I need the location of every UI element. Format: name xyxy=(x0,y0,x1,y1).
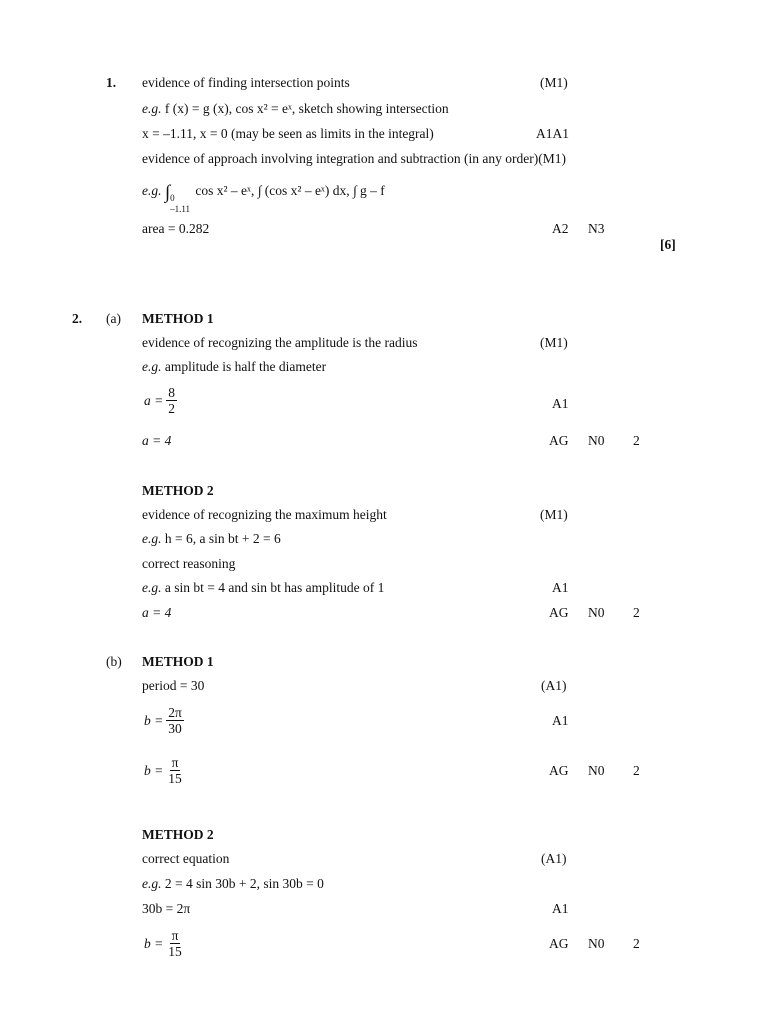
q2b-m2-fraction xyxy=(144,928,184,959)
q2a-m2-line-2-text: h = 6, a sin bt + 2 = 6 xyxy=(164,531,281,546)
q2b-m1-fraction-1 xyxy=(144,705,184,736)
fraction-lhs: a = xyxy=(144,392,164,408)
q1-line-5 xyxy=(142,183,385,215)
q2b-m1-fraction-2-mark-2: N0 xyxy=(588,763,605,778)
question-1-number: 1. xyxy=(106,75,117,90)
q2a-m2-result-mark-2: N0 xyxy=(588,605,605,620)
q2a-m1-line-1-mark: (M1) xyxy=(540,335,568,350)
eg-label: e.g. xyxy=(142,359,162,374)
q2a-method-1-heading: METHOD 1 xyxy=(142,311,214,326)
integral-limits xyxy=(170,193,190,215)
q2b-m2-line-2 xyxy=(142,876,324,892)
q2a-m1-result-mark-3: 2 xyxy=(633,433,640,448)
fraction-lhs: b = xyxy=(144,762,164,778)
q2b-m2-line-2-text: 2 = 4 sin 30b + 2, sin 30b = 0 xyxy=(164,876,324,891)
q2b-m1-line-1-mark: (A1) xyxy=(541,678,567,693)
q2b-m2-line-1-mark: (A1) xyxy=(541,851,567,866)
q2a-m1-line-2-text: amplitude is half the diameter xyxy=(164,359,327,374)
q2a-m2-line-4 xyxy=(142,580,384,596)
q1-line-5-expr: cos x² – eˣ, ∫ (cos x² – eˣ) dx, ∫ g – f xyxy=(195,183,385,198)
integral-sign: ∫ xyxy=(164,182,171,203)
fraction-numerator: 8 xyxy=(168,385,175,400)
q2b-m2-line-3: 30b = 2π xyxy=(142,901,191,916)
q2a-method-2-heading: METHOD 2 xyxy=(142,483,214,498)
q2b-m1-line-1: period = 30 xyxy=(142,678,205,693)
q2a-m1-fraction-mark: A1 xyxy=(552,396,569,411)
fraction xyxy=(166,928,184,959)
fraction-numerator: π xyxy=(171,755,179,770)
fraction-numerator: 2π xyxy=(168,705,182,720)
q1-line-1: evidence of finding intersection points xyxy=(142,75,350,90)
eg-label: e.g. xyxy=(142,531,162,546)
q2b-m1-fraction-2-mark-3: 2 xyxy=(633,763,640,778)
q1-line-6-mark-1: A2 xyxy=(552,221,569,236)
q1-line-3: x = –1.11, x = 0 (may be seen as limits in the integral) xyxy=(142,126,434,141)
q2b-m2-fraction-mark-1: AG xyxy=(549,936,569,951)
q2-part-a-label: (a) xyxy=(106,311,121,326)
q2a-m2-result: a = 4 xyxy=(142,605,172,620)
q1-total-marks: [6] xyxy=(660,237,676,252)
q2a-m1-result-mark-2: N0 xyxy=(588,433,605,448)
q2b-m2-fraction-mark-3: 2 xyxy=(633,936,640,951)
q2a-m2-line-3: correct reasoning xyxy=(142,556,236,571)
fraction-denominator: 15 xyxy=(168,944,182,959)
q1-line-1-mark: (M1) xyxy=(540,75,568,90)
q2a-m2-result-mark-3: 2 xyxy=(633,605,640,620)
q1-line-6-mark-2: N3 xyxy=(588,221,605,236)
fraction-denominator: 15 xyxy=(168,771,182,786)
q2b-m2-fraction-mark-2: N0 xyxy=(588,936,605,951)
q2a-m1-fraction xyxy=(144,385,177,416)
integral-lower-limit: –1.11 xyxy=(170,204,191,214)
integral-upper-limit: 0 xyxy=(170,193,175,203)
q1-line-2-text: f (x) = g (x), cos x² = eˣ, sketch showing intersection xyxy=(164,101,449,116)
q2a-m2-line-4-text: a sin bt = 4 and sin bt has amplitude of 1 xyxy=(164,580,385,595)
q1-line-6: area = 0.282 xyxy=(142,221,210,236)
q2b-m1-fraction-2 xyxy=(144,755,184,786)
q2a-m2-line-1: evidence of recognizing the maximum height xyxy=(142,507,387,522)
fraction-numerator: π xyxy=(171,928,179,943)
fraction xyxy=(166,755,184,786)
q2b-m1-fraction-1-mark: A1 xyxy=(552,713,569,728)
q2b-method-2-heading: METHOD 2 xyxy=(142,827,214,842)
q2a-m2-line-2 xyxy=(142,531,281,547)
fraction xyxy=(166,705,184,736)
fraction-denominator: 2 xyxy=(168,401,175,416)
fraction-denominator: 30 xyxy=(168,721,182,736)
fraction xyxy=(166,385,177,416)
eg-label: e.g. xyxy=(142,580,162,595)
q2a-m1-result-mark-1: AG xyxy=(549,433,569,448)
question-2-number: 2. xyxy=(72,311,83,326)
q1-line-4: evidence of approach involving integration and subtraction (in any order)(M1) xyxy=(142,151,566,166)
q2-part-b-label: (b) xyxy=(106,654,122,669)
q2a-m1-line-2 xyxy=(142,359,326,375)
q2b-method-1-heading: METHOD 1 xyxy=(142,654,214,669)
eg-label: e.g. xyxy=(142,101,162,116)
q2a-m1-line-1: evidence of recognizing the amplitude is the radius xyxy=(142,335,418,350)
q2b-m2-line-1: correct equation xyxy=(142,851,230,866)
q2a-m2-line-4-mark: A1 xyxy=(552,580,569,595)
q2b-m2-line-3-mark: A1 xyxy=(552,901,569,916)
eg-label: e.g. xyxy=(142,876,162,891)
q2a-m2-line-1-mark: (M1) xyxy=(540,507,568,522)
q1-line-2 xyxy=(142,101,449,117)
fraction-lhs: b = xyxy=(144,935,164,951)
q2a-m1-result: a = 4 xyxy=(142,433,172,448)
q2a-m2-result-mark-1: AG xyxy=(549,605,569,620)
q1-line-3-mark: A1A1 xyxy=(536,126,569,141)
fraction-lhs: b = xyxy=(144,712,164,728)
eg-label: e.g. xyxy=(142,183,162,198)
q2b-m1-fraction-2-mark-1: AG xyxy=(549,763,569,778)
